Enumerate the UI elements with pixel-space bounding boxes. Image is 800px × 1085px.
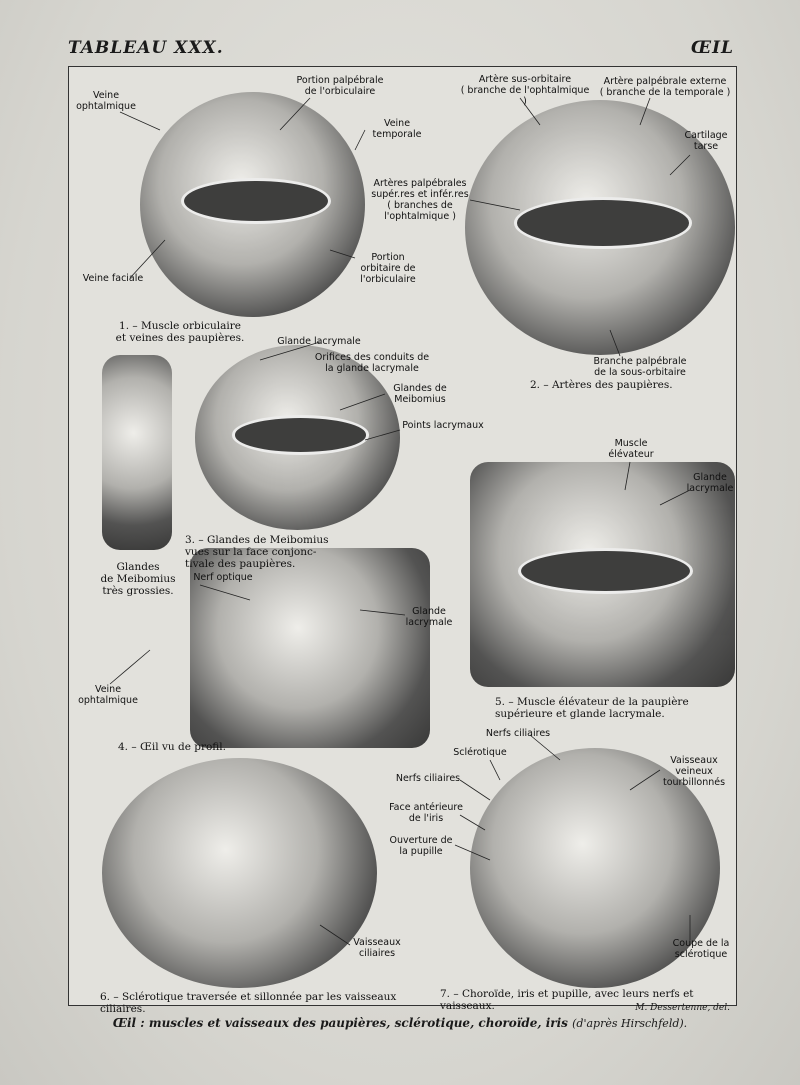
plate-number: TABLEAU XXX. bbox=[68, 38, 224, 58]
label-portion-palpebrale: Portion palpébrale de l'orbiculaire bbox=[296, 75, 384, 97]
label-veine-temporale: Veine temporale bbox=[372, 118, 422, 140]
caption-figure-4: 4. – Œil vu de profil. bbox=[118, 741, 227, 753]
label-cartilage-tarse: Cartilage tarse bbox=[684, 130, 728, 152]
label-meibomius-closeup: Glandes de Meibomius très grossies. bbox=[100, 561, 176, 597]
label-ouverture-pupille: Ouverture de la pupille bbox=[389, 835, 453, 857]
label-muscle-elevateur: Muscle élévateur bbox=[608, 438, 654, 460]
footer-source: (d'après Hirschfeld). bbox=[572, 1017, 688, 1030]
label-nerfs-ciliaires: Nerfs ciliaires bbox=[395, 773, 461, 784]
label-sclerotique: Sclérotique bbox=[453, 747, 507, 758]
label-coupe-sclerotique: Coupe de la sclérotique bbox=[672, 938, 730, 960]
illustrator-credit: M. Dessertenne, del. bbox=[635, 1003, 730, 1013]
label-portion-orbitaire: Portion orbitaire de l'orbiculaire bbox=[360, 252, 416, 285]
label-artere-sus-orbitaire: Artère sus-orbitaire ( branche de l'ophtalmique ) bbox=[460, 74, 590, 107]
label-nerfs-ciliaires-top: Nerfs ciliaires bbox=[485, 728, 551, 739]
label-veine-faciale: Veine faciale bbox=[82, 273, 144, 284]
caption-figure-1: 1. – Muscle orbiculaire et veines des paupières. bbox=[115, 320, 245, 344]
label-vaisseaux-ciliaires: Vaisseaux ciliaires bbox=[353, 937, 401, 959]
label-face-anterieure-iris: Face antérieure de l'iris bbox=[389, 802, 463, 824]
label-vaisseaux-veineux: Vaisseaux veineux tourbillonnés bbox=[662, 755, 726, 788]
caption-figure-7: 7. – Choroïde, iris et pupille, avec leurs nerfs et vaisseaux. bbox=[440, 988, 694, 1012]
label-glandes-meibomius: Glandes de Meibomius bbox=[393, 383, 447, 405]
caption-figure-5: 5. – Muscle élévateur de la paupière supérieure et glande lacrymale. bbox=[495, 696, 689, 720]
footer-main: Œil : muscles et vaisseaux des paupières, sclérotique, choroïde, iris bbox=[112, 1016, 568, 1030]
label-veine-ophtalmique-1: Veine ophtalmique bbox=[76, 90, 136, 112]
label-points-lacrymaux: Points lacrymaux bbox=[402, 420, 484, 431]
caption-figure-3: 3. – Glandes de Meibomius vues sur la face conjonc- tivale des paupières. bbox=[185, 534, 329, 570]
label-veine-ophtalmique-4: Veine ophtalmique bbox=[78, 684, 138, 706]
label-glande-lacrymale-3: Glande lacrymale bbox=[277, 336, 361, 347]
caption-figure-6: 6. – Sclérotique traversée et sillonnée par les vaisseaux ciliaires. bbox=[100, 991, 397, 1015]
label-nerf-optique: Nerf optique bbox=[193, 572, 253, 583]
plate-topic: ŒIL bbox=[691, 38, 734, 58]
label-glande-lacrymale-4: Glande lacrymale bbox=[405, 606, 453, 628]
label-arteres-palpebrales: Artères palpébrales supér.res et infér.res ( branches de l'ophtalmique ) bbox=[371, 178, 469, 222]
label-branche-palpebrale: Branche palpébrale de la sous-orbitaire bbox=[593, 356, 687, 378]
label-glande-lacrymale-5: Glande lacrymale bbox=[686, 472, 734, 494]
label-orifices-conduits: Orifices des conduits de la glande lacrymale bbox=[314, 352, 430, 374]
label-artere-palpebrale-externe: Artère palpébrale externe ( branche de la temporale ) bbox=[599, 76, 731, 98]
caption-figure-2: 2. – Artères des paupières. bbox=[530, 379, 673, 391]
plate-footer-caption bbox=[0, 1016, 800, 1030]
